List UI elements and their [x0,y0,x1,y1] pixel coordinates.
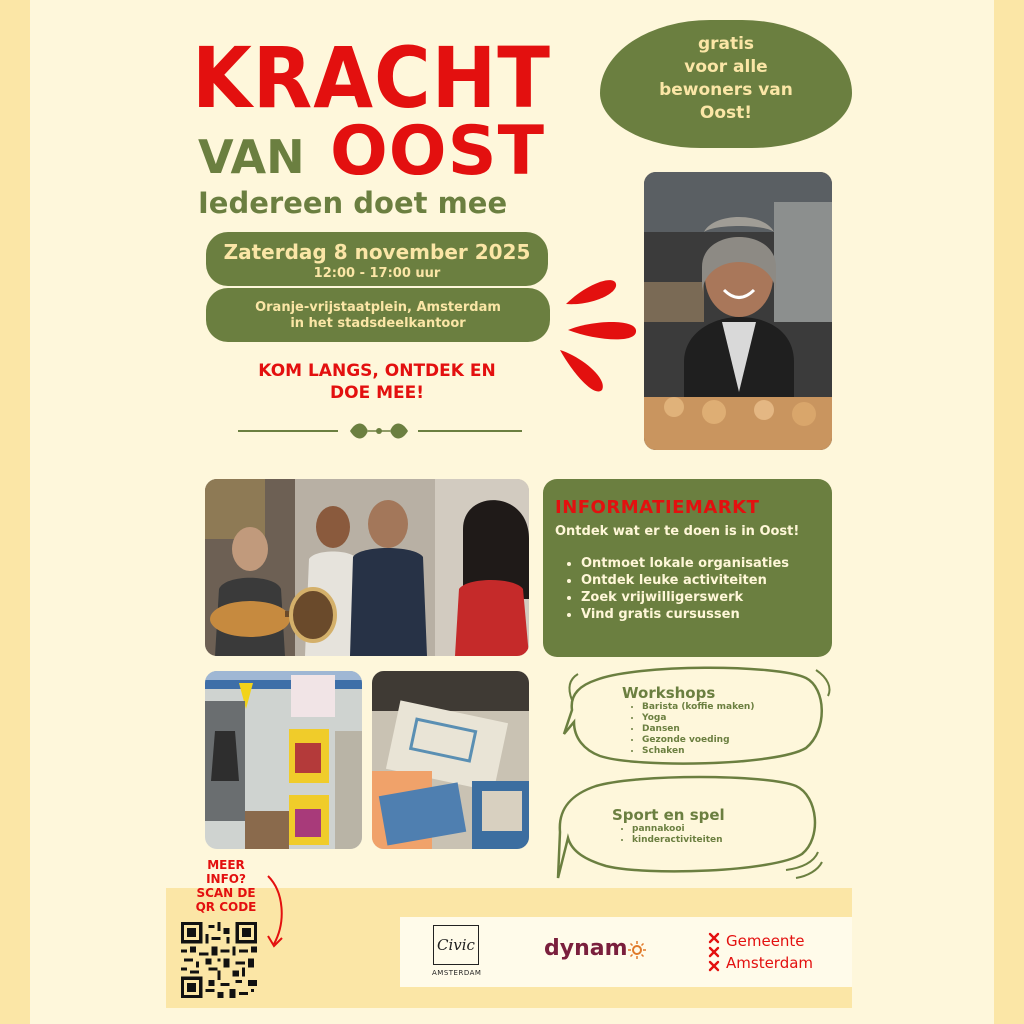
qr-line4: QR CODE [195,900,257,914]
list-item: • Dansen [642,724,754,735]
info-subtitle: Ontdek wat er te doen is in Oost! [555,524,800,539]
date-pill [206,232,548,286]
callout-line2: DOE MEE! [330,383,424,403]
red-splash-icon [556,270,646,400]
leaf-ornament-icon [344,416,414,446]
badge-line2: voor alle [684,57,768,77]
left-border [0,0,30,1024]
civic-logo [432,925,480,979]
list-item: • Yoga [642,713,754,724]
info-title: INFORMATIEMARKT [555,497,760,518]
qr-instructions [188,858,264,914]
workshops-list [628,702,754,757]
list-item: • pannakooi [632,824,723,835]
gemeente-line2: Amsterdam [726,954,814,972]
qr-line3: SCAN DE [196,886,256,900]
civic-wordmark: Civic [433,925,479,965]
callout [224,360,530,404]
workshops-title: Workshops [622,684,716,702]
sport-list [618,824,723,846]
badge-line3: bewoners van [659,80,793,100]
list-item: • Barista (koffie maken) [642,702,754,713]
dynamo-sun-icon [627,940,647,960]
badge-line4: Oost! [699,103,753,123]
right-border [994,0,1024,1024]
photo-market-stand [205,671,362,849]
divider-left [238,430,338,432]
list-item: • kinderactiviteiten [632,835,723,846]
location-pill [206,288,550,342]
free-badge [600,20,852,148]
qr-line1: MEER [207,858,245,872]
event-date: Zaterdag 8 november 2025 [223,240,531,264]
location-line1: Oranje-vrijstaatplein, Amsterdam [255,300,501,315]
gemeente-amsterdam-logo [726,930,813,974]
civic-subtitle: AMSTERDAM [432,969,482,977]
gemeente-line1: Gemeente [726,932,805,950]
list-item: • Ontmoet lokale organisaties [581,555,832,572]
location-line2: in het stadsdeelkantoor [290,316,466,331]
title-van: VAN [198,130,305,184]
list-item: • Vind gratis cursussen [581,606,832,623]
sport-title: Sport en spel [612,806,725,824]
qr-code[interactable] [181,922,257,998]
qr-line2: INFO? [206,872,246,886]
photo-woman [644,172,832,450]
info-list [567,555,832,623]
list-item: • Schaken [642,746,754,757]
amsterdam-xxx-icon [708,932,720,972]
photo-brochures [372,671,529,849]
list-item: • Ontdek leuke activiteiten [581,572,832,589]
title-kracht: KRACHT [192,29,551,127]
list-item: • Gezonde voeding [642,735,754,746]
dynamo-logo: dynam [544,936,628,961]
event-time: 12:00 - 17:00 uur [313,266,441,281]
callout-line1: KOM LANGS, ONTDEK EN [258,361,496,381]
photo-musicians [205,479,529,656]
divider-right [418,430,522,432]
title-oost: OOST [330,112,545,191]
arrow-down-icon [262,872,292,952]
subtitle: Iedereen doet mee [198,186,508,220]
badge-line1: gratis [697,34,755,54]
info-market-box [543,479,832,657]
list-item: • Zoek vrijwilligerswerk [581,589,832,606]
